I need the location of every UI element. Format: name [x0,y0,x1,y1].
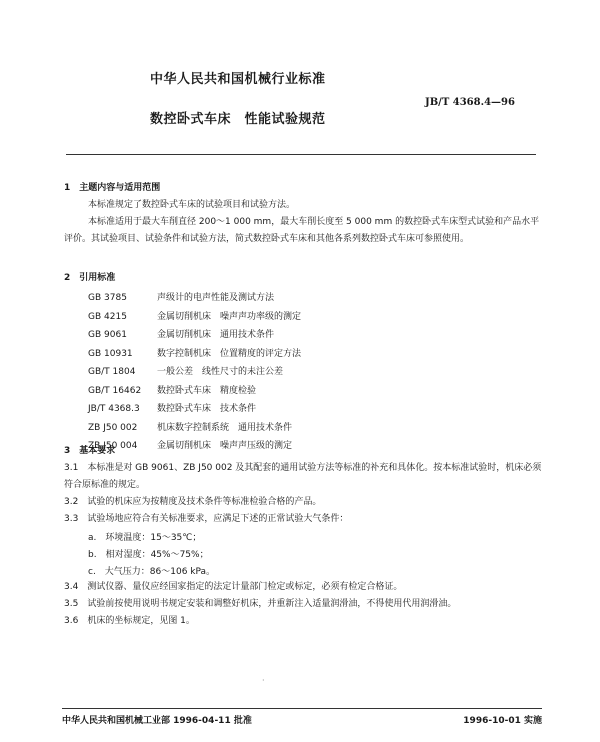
reference-title: 金属切削机床 通用技术条件 [157,330,275,340]
reference-code: GB/T 16462 [88,385,142,396]
reference-title: 金属切削机床 噪声声压级的测定 [157,441,293,451]
reference-item [88,401,256,414]
reference-item [88,438,292,451]
reference-code: JB/T 4368.3 [88,404,140,414]
reference-code: ZB J50 002 [88,422,138,433]
reference-item [88,309,301,322]
scan-mark: · [262,676,265,685]
reference-item [88,327,274,340]
condition-b: b. 相对湿度：45%～75%； [88,550,209,560]
reference-title: 数控卧式车床 精度检验 [157,385,257,396]
approval-date: 中华人民共和国机械工业部 1996-04-11 批准 [62,716,252,726]
reference-title: 金属切削机床 噪声声功率级的测定 [157,311,302,322]
section-1-heading: 1 主题内容与适用范围 [64,183,161,193]
footer-rule [62,708,542,709]
reference-title: 数字控制机床 位置精度的评定方法 [157,348,302,359]
section-3-heading: 3 基本要求 [64,446,116,456]
reference-title: 机床数字控制系统 通用技术条件 [157,422,293,433]
clause-3-3: 3.3 试验场地应符合有关标准要求，应满足下述的正常试验大气条件： [64,514,349,524]
reference-item [88,420,292,433]
reference-title: 声级计的电声性能及测试方法 [157,293,275,303]
reference-item [88,346,301,359]
document-title: 数控卧式车床 性能试验规范 [150,112,326,127]
reference-title: 数控卧式车床 技术条件 [157,404,257,414]
reference-code: GB 10931 [88,348,133,359]
reference-code: GB 4215 [88,311,127,322]
reference-item [88,364,283,377]
reference-item [88,383,256,396]
clause-3-6: 3.6 机床的坐标规定，见图 1。 [64,616,195,626]
clause-3-4: 3.4 测试仪器、量仪应经国家指定的法定计量部门检定或标定，必须有检定合格证。 [64,582,403,592]
clause-3-5: 3.5 试验前按使用说明书规定安装和调整好机床，并重新注入适量润滑油，不得使用代用润滑油。 [64,599,457,609]
reference-code: GB 9061 [88,330,127,340]
header-rule [66,154,536,155]
reference-code: GB 3785 [88,293,127,303]
condition-a: a. 环境温度：15～35℃； [88,533,202,543]
condition-c: c. 大气压力：86～106 kPa。 [88,567,216,577]
clause-3-2: 3.2 试验的机床应为按精度及技术条件等标准检验合格的产品。 [64,497,322,507]
reference-title: 一般公差 线性尺寸的未注公差 [157,367,284,377]
reference-item [88,290,274,303]
standard-code: JB/T 4368.4—96 [425,97,515,108]
clause-3-1: 3.1 本标准是对 GB 9061、ZB J50 002 及其配套的通用试验方法等标准的补充和具体化。按本标准试验时，机床必须符合原标准的规定。 [64,463,542,490]
section-2-heading: 2 引用标准 [64,273,116,283]
section-1-para-1: 本标准规定了数控卧式车床的试验项目和试验方法。 [88,200,296,210]
issuing-organization: 中华人民共和国机械行业标准 [150,72,326,87]
reference-code: ZB J50 004 [88,441,138,451]
reference-code: GB/T 1804 [88,367,136,377]
implementation-date: 1996-10-01 实施 [463,716,542,726]
section-1-para-2: 本标准适用于最大车削直径 200～1 000 mm，最大车削长度至 5 000 mm 的数控卧式车床型式试验和产品水平评价。其试验项目、试验条件和试验方法，简式数控卧式车床和其他各系列数控卧式车床可参照使用。 [64,217,540,244]
